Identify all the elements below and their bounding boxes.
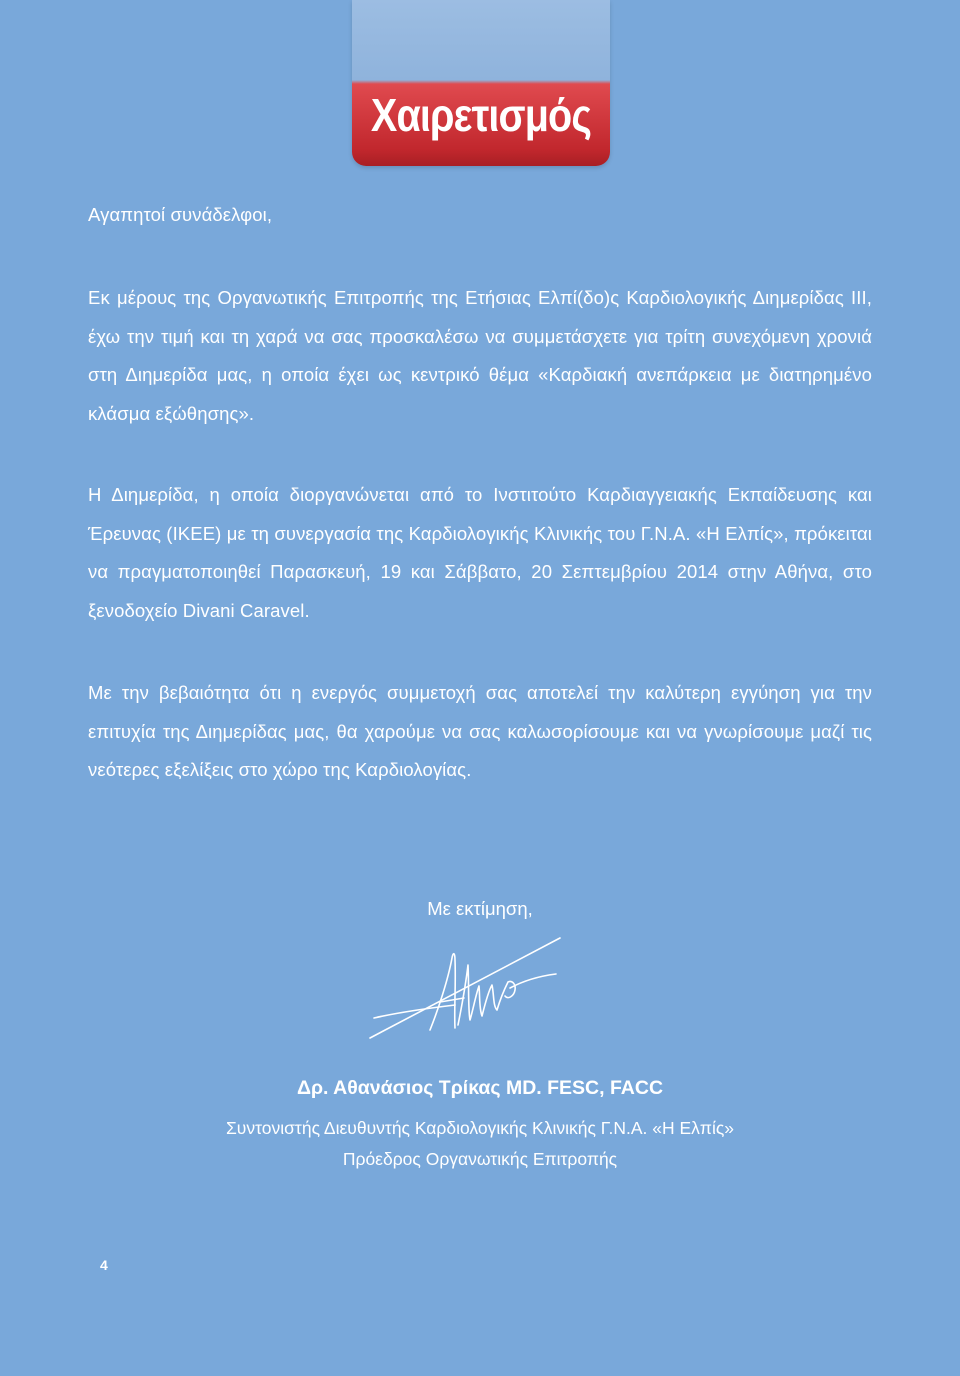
signer-name: Δρ. Αθανάσιος Τρίκας MD. FESC, FACC xyxy=(296,1077,664,1099)
letter-paragraph-1: Εκ μέρους της Οργανωτικής Επιτροπής της Ετήσιας Ελπί(δο)ς Καρδιολογικής Διημερίδας ΙΙΙ, έχω την τιμή και τη χαρά να σας προσκαλέσω να συμμετάσχετε για τρίτη συνεχόμενη χρονιά στη Διημερίδα μας, η οποία έχει ως κεντρικό θέμα «Καρδιακή ανεπάρκεια με διατηρημένο κλάσμα εξώθησης». xyxy=(88,287,872,424)
letter-closing: Με εκτίμηση, xyxy=(427,898,533,919)
signature-image xyxy=(360,930,570,1050)
signer-role: Συντονιστής Διευθυντής Καρδιολογικής Κλινικής Γ.Ν.Α. «Η Ελπίς» xyxy=(225,1118,735,1138)
letter-greeting: Αγαπητοί συνάδελφοι, xyxy=(88,204,273,225)
page-number: 4 xyxy=(100,1257,108,1273)
letter-paragraph-3: Με την βεβαιότητα ότι η ενεργός συμμετοχή σας αποτελεί την καλύτερη εγγύηση για την επιτυχία της Διημερίδας μας, θα χαρούμε να σας καλωσορίσουμε και να γνωρίσουμε μαζί τις νεότερες εξελίξεις στο χώρο της Καρδιολογίας. xyxy=(88,682,872,780)
header-tab xyxy=(352,0,610,166)
signer-committee-role: Πρόεδρος Οργανωτικής Επιτροπής xyxy=(342,1149,618,1169)
page-title: Χαιρετισμός xyxy=(370,89,592,141)
letter-paragraph-2: Η Διημερίδα, η οποία διοργανώνεται από το Ινστιτούτο Καρδιαγγειακής Εκπαίδευσης και Έρευνας (ΙΚΕΕ) με τη συνεργασία της Καρδιολογικής Κλινικής του Γ.Ν.Α. «Η Ελπίς», πρόκειται να πραγματοποιηθεί Παρασκευή, 19 και Σάββατο, 20 Σεπτεμβρίου 2014 στην Αθήνα, στο ξενοδοχείο Divani Caravel. xyxy=(88,484,872,621)
